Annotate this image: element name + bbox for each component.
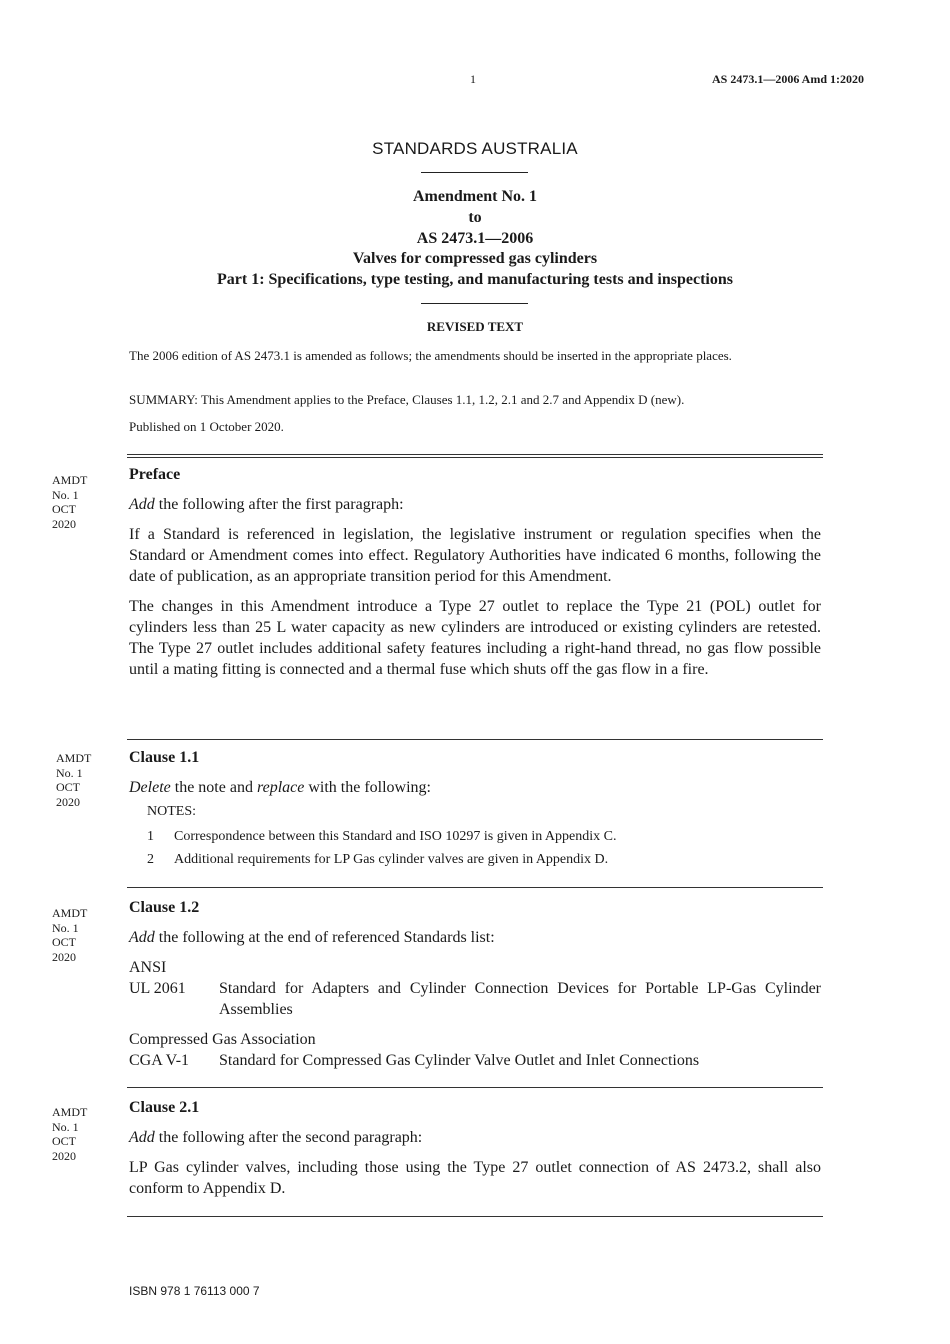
section-heading: Preface bbox=[129, 466, 181, 483]
instruction-text: the following after the first paragraph: bbox=[154, 496, 404, 513]
title-divider-bottom bbox=[421, 303, 528, 304]
clause-2-1-section bbox=[129, 1097, 821, 1199]
instruction-verb: replace bbox=[256, 779, 305, 796]
instruction-verb: Delete bbox=[129, 779, 171, 796]
intro-divider bbox=[127, 454, 823, 458]
standard-title: Valves for compressed gas cylinders bbox=[352, 250, 598, 268]
instruction bbox=[129, 1127, 821, 1148]
instruction-verb: Add bbox=[129, 929, 155, 946]
reference-org: ANSI bbox=[129, 959, 167, 976]
standard-number: AS 2473.1—2006 bbox=[416, 229, 534, 247]
published-date: Published on 1 October 2020. bbox=[129, 419, 284, 434]
section-divider bbox=[127, 887, 823, 888]
title-block bbox=[0, 187, 950, 291]
note-number: 1 bbox=[147, 829, 154, 844]
intro-paragraph: The 2006 edition of AS 2473.1 is amended as follows; the amendments should be inserted in the appropriate places. bbox=[129, 348, 732, 363]
margin-note-line: OCT bbox=[52, 1134, 76, 1148]
part-title: Part 1: Specifications, type testing, and manufacturing tests and inspections bbox=[216, 271, 733, 289]
reference-title: Standard for Adapters and Cylinder Connection Devices for Portable LP-Gas Cylinder Assemblies bbox=[219, 980, 821, 1018]
margin-note-line: 2020 bbox=[52, 1148, 76, 1163]
preface-section bbox=[129, 464, 821, 680]
preface-paragraph-1: If a Standard is referenced in legislation, the legislative instrument or regulation specifies when the Standard or Amendment comes into effect. Regulatory Authorities have indicated 6 months, following the date of publication, as an appropriate transition period for this Amendment. bbox=[129, 526, 821, 585]
margin-note-line: 2020 bbox=[56, 794, 80, 809]
clause-1-2-section bbox=[129, 897, 821, 1071]
reference-code: CGA V-1 bbox=[129, 1052, 190, 1069]
document-id: AS 2473.1—2006 Amd 1:2020 bbox=[711, 72, 864, 86]
instruction-verb: Add bbox=[129, 496, 155, 513]
note-item bbox=[147, 849, 821, 870]
margin-note-line: No. 1 bbox=[52, 920, 79, 935]
clause-2-1-paragraph: LP Gas cylinder valves, including those using the Type 27 outlet connection of AS 2473.2, shall also conform to Appendix D. bbox=[129, 1159, 821, 1197]
margin-note-line: OCT bbox=[52, 502, 76, 516]
section-heading: Clause 2.1 bbox=[129, 1099, 200, 1116]
section-divider bbox=[127, 1216, 823, 1217]
organization-name: STANDARDS AUSTRALIA bbox=[372, 139, 578, 158]
section-heading: Clause 1.1 bbox=[129, 749, 200, 766]
instruction-verb: Add bbox=[129, 1129, 155, 1146]
amendment-margin-note bbox=[56, 751, 91, 809]
isbn: ISBN 978 1 76113 000 7 bbox=[129, 1284, 260, 1298]
margin-note-line: AMDT bbox=[56, 751, 92, 765]
reference-org: Compressed Gas Association bbox=[129, 1031, 316, 1048]
instruction-text: the following at the end of referenced Standards list: bbox=[154, 929, 495, 946]
instruction bbox=[129, 927, 821, 948]
amendment-number: Amendment No. 1 bbox=[413, 188, 537, 205]
reference-entry bbox=[129, 978, 821, 1020]
margin-note-line: 2020 bbox=[52, 516, 76, 531]
margin-note-line: AMDT bbox=[52, 473, 88, 487]
preface-paragraph-2: The changes in this Amendment introduce a Type 27 outlet to replace the Type 21 (POL) outlet for cylinders less than 25 L water capacity as new cylinders are introduced or existing cylinders are retested. The Type 27 outlet includes additional safety features including a right-hand thread, no gas flow possible until a mating fitting is connected and a thermal fuse which shuts off the gas flow in a fire. bbox=[129, 598, 821, 678]
amendment-margin-note bbox=[52, 1105, 87, 1163]
revised-text-label: REVISED TEXT bbox=[426, 319, 524, 334]
note-number: 2 bbox=[147, 852, 154, 867]
notes-heading: NOTES: bbox=[147, 804, 196, 819]
instruction bbox=[129, 494, 821, 515]
section-divider bbox=[127, 739, 823, 740]
margin-note-line: OCT bbox=[52, 935, 76, 949]
reference-code: UL 2061 bbox=[129, 980, 186, 997]
section-heading: Clause 1.2 bbox=[129, 899, 200, 916]
note-text: Additional requirements for LP Gas cylinder valves are given in Appendix D. bbox=[174, 852, 609, 867]
note-item bbox=[147, 826, 821, 847]
amendment-margin-note bbox=[52, 473, 87, 531]
margin-note-line: AMDT bbox=[52, 1105, 88, 1119]
title-to: to bbox=[468, 208, 482, 226]
margin-note-line: No. 1 bbox=[52, 487, 79, 502]
instruction-text: with the following: bbox=[304, 779, 431, 796]
amendment-margin-note bbox=[52, 906, 87, 964]
clause-1-1-section bbox=[129, 747, 821, 870]
margin-note-line: No. 1 bbox=[52, 1119, 79, 1134]
reference-title: Standard for Compressed Gas Cylinder Valve Outlet and Inlet Connections bbox=[219, 1052, 700, 1069]
reference-entry bbox=[129, 1050, 821, 1071]
note-text: Correspondence between this Standard and ISO 10297 is given in Appendix C. bbox=[174, 829, 617, 844]
page-number: 1 bbox=[470, 72, 476, 86]
summary-paragraph: SUMMARY: This Amendment applies to the Preface, Clauses 1.1, 1.2, 2.1 and 2.7 and Appendix D (new). bbox=[129, 392, 685, 407]
instruction-text: the note and bbox=[170, 779, 257, 796]
title-divider-top bbox=[421, 172, 528, 173]
margin-note-line: AMDT bbox=[52, 906, 88, 920]
margin-note-line: No. 1 bbox=[56, 765, 83, 780]
instruction bbox=[129, 777, 821, 798]
margin-note-line: OCT bbox=[56, 780, 80, 794]
margin-note-line: 2020 bbox=[52, 949, 76, 964]
section-divider bbox=[127, 1087, 823, 1088]
instruction-text: the following after the second paragraph: bbox=[154, 1129, 423, 1146]
